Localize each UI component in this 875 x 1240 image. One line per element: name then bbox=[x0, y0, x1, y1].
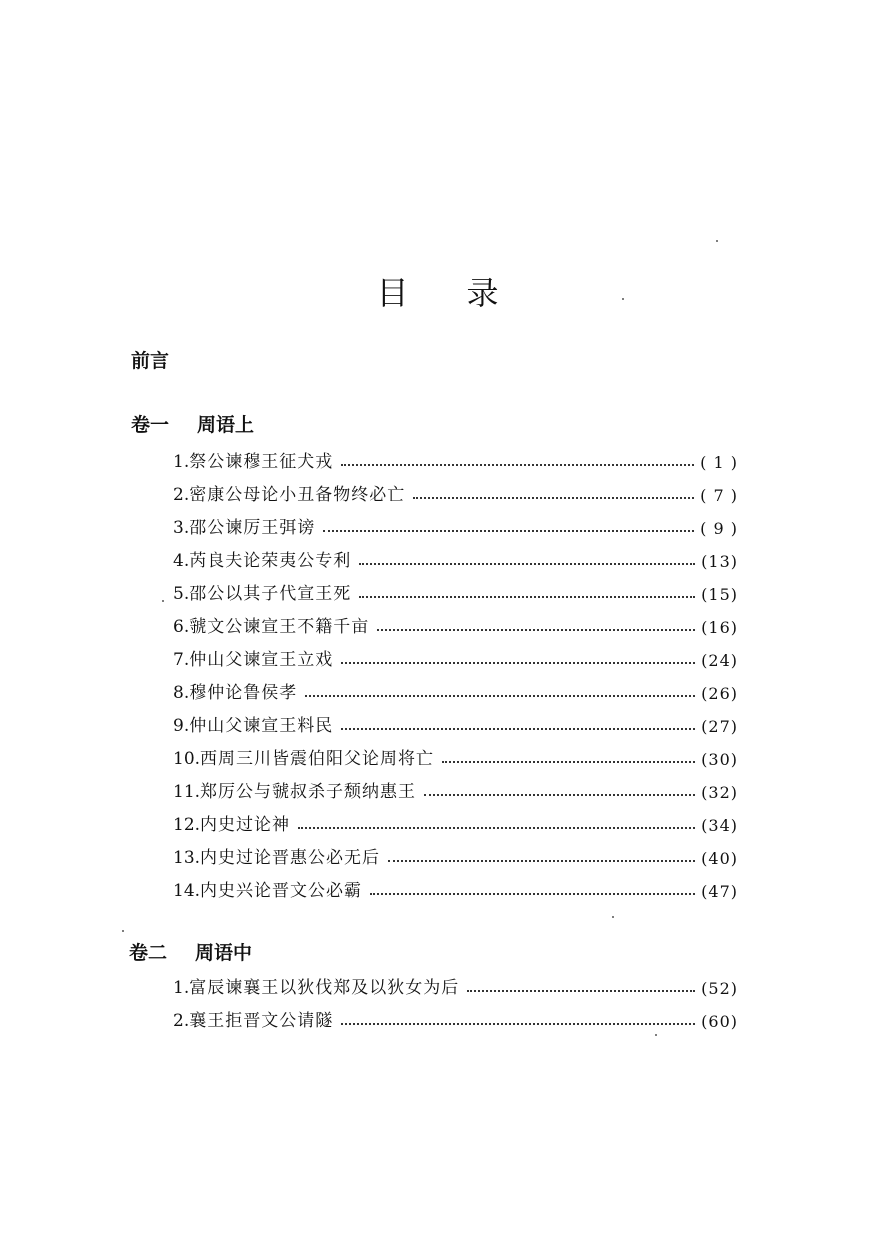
dot-leader bbox=[377, 629, 695, 631]
entry-page: ( 1 ) bbox=[700, 453, 738, 472]
volume-label: 卷一 bbox=[131, 414, 170, 436]
entry-title: 郑厉公与虢叔杀子颓纳惠王 bbox=[200, 782, 417, 802]
scan-speck bbox=[655, 1034, 657, 1036]
dot-leader bbox=[359, 563, 695, 565]
toc-entry bbox=[173, 479, 738, 505]
entry-title: 穆仲论鲁侯孝 bbox=[189, 683, 298, 703]
entry-title: 富辰谏襄王以狄伐郑及以狄女为后 bbox=[189, 978, 460, 998]
toc-entry bbox=[173, 644, 738, 670]
toc-entry bbox=[173, 1005, 738, 1031]
dot-leader bbox=[359, 596, 695, 598]
entry-number: 10. bbox=[173, 749, 201, 769]
toc-entry bbox=[173, 578, 738, 604]
entry-title: 祭公谏穆王征犬戎 bbox=[189, 452, 334, 472]
toc-entry bbox=[173, 743, 738, 769]
entry-page: (52) bbox=[701, 979, 738, 998]
entry-page: (26) bbox=[701, 684, 738, 703]
dot-leader bbox=[305, 695, 695, 697]
dot-leader bbox=[442, 761, 695, 763]
entry-title: 密康公母论小丑备物终必亡 bbox=[189, 485, 406, 505]
entry-number: 5. bbox=[173, 584, 190, 604]
scan-speck bbox=[162, 600, 164, 602]
entry-page: (60) bbox=[701, 1012, 738, 1031]
entry-number: 9. bbox=[173, 716, 190, 736]
volume-name: 周语中 bbox=[195, 942, 253, 964]
dot-leader bbox=[467, 990, 695, 992]
toc-entry bbox=[173, 875, 738, 901]
toc-entry bbox=[173, 545, 738, 571]
toc-entry bbox=[173, 809, 738, 835]
entry-number: 13. bbox=[173, 848, 201, 868]
dot-leader bbox=[298, 827, 695, 829]
toc-entry bbox=[173, 776, 738, 802]
entry-page: (13) bbox=[701, 552, 738, 571]
entry-title: 仲山父谏宣王立戏 bbox=[189, 650, 334, 670]
entry-page: (34) bbox=[701, 816, 738, 835]
entry-page: (27) bbox=[701, 717, 738, 736]
entry-title: 内史过论晋惠公必无后 bbox=[200, 848, 381, 868]
entry-number: 7. bbox=[173, 650, 190, 670]
entry-number: 2. bbox=[173, 485, 190, 505]
entry-title: 虢文公谏宣王不籍千亩 bbox=[189, 617, 370, 637]
entry-number: 14. bbox=[173, 881, 201, 901]
entry-page: ( 7 ) bbox=[700, 486, 738, 505]
dot-leader bbox=[341, 464, 694, 466]
entry-number: 1. bbox=[173, 978, 190, 998]
dot-leader bbox=[424, 794, 695, 796]
preface-entry: 前言 bbox=[131, 350, 170, 372]
entry-number: 1. bbox=[173, 452, 190, 472]
entry-title: 芮良夫论荣夷公专利 bbox=[189, 551, 352, 571]
volume-heading-1 bbox=[131, 410, 254, 437]
entry-page: (24) bbox=[701, 651, 738, 670]
dot-leader bbox=[341, 728, 695, 730]
title-char-1: 目 bbox=[376, 274, 409, 312]
entry-page: (16) bbox=[701, 618, 738, 637]
dot-leader bbox=[413, 497, 694, 499]
entry-number: 6. bbox=[173, 617, 190, 637]
volume-label: 卷二 bbox=[129, 942, 168, 964]
entry-page: (30) bbox=[701, 750, 738, 769]
toc-entry bbox=[173, 446, 738, 472]
entry-number: 4. bbox=[173, 551, 190, 571]
scan-speck bbox=[716, 240, 718, 242]
toc-entry bbox=[173, 972, 738, 998]
title-char-2: 录 bbox=[466, 274, 499, 312]
dot-leader bbox=[341, 662, 695, 664]
volume-name: 周语上 bbox=[197, 414, 255, 436]
entry-title: 仲山父谏宣王料民 bbox=[189, 716, 334, 736]
entry-page: (40) bbox=[701, 849, 738, 868]
scan-speck bbox=[612, 916, 614, 918]
entry-number: 12. bbox=[173, 815, 201, 835]
entry-number: 11. bbox=[173, 782, 201, 802]
entry-page: (15) bbox=[701, 585, 738, 604]
dot-leader bbox=[388, 860, 695, 862]
entry-number: 8. bbox=[173, 683, 190, 703]
entry-page: (47) bbox=[701, 882, 738, 901]
entry-title: 内史兴论晋文公必霸 bbox=[200, 881, 363, 901]
scan-speck bbox=[122, 930, 124, 932]
dot-leader bbox=[341, 1023, 695, 1025]
dot-leader bbox=[370, 893, 695, 895]
entry-title: 襄王拒晋文公请隧 bbox=[189, 1011, 334, 1031]
toc-entry bbox=[173, 611, 738, 637]
volume-heading-2 bbox=[129, 938, 252, 965]
entry-number: 2. bbox=[173, 1011, 190, 1031]
dot-leader bbox=[323, 530, 694, 532]
entry-title: 邵公以其子代宣王死 bbox=[189, 584, 352, 604]
toc-entry bbox=[173, 710, 738, 736]
scan-speck bbox=[622, 298, 624, 300]
entry-page: ( 9 ) bbox=[700, 519, 738, 538]
toc-entry bbox=[173, 842, 738, 868]
entry-page: (32) bbox=[701, 783, 738, 802]
toc-entry bbox=[173, 677, 738, 703]
entry-title: 西周三川皆震伯阳父论周将亡 bbox=[200, 749, 435, 769]
page-title bbox=[0, 268, 875, 314]
toc-entry bbox=[173, 512, 738, 538]
entry-title: 邵公谏厉王弭谤 bbox=[189, 518, 316, 538]
entry-title: 内史过论神 bbox=[200, 815, 291, 835]
entry-number: 3. bbox=[173, 518, 190, 538]
